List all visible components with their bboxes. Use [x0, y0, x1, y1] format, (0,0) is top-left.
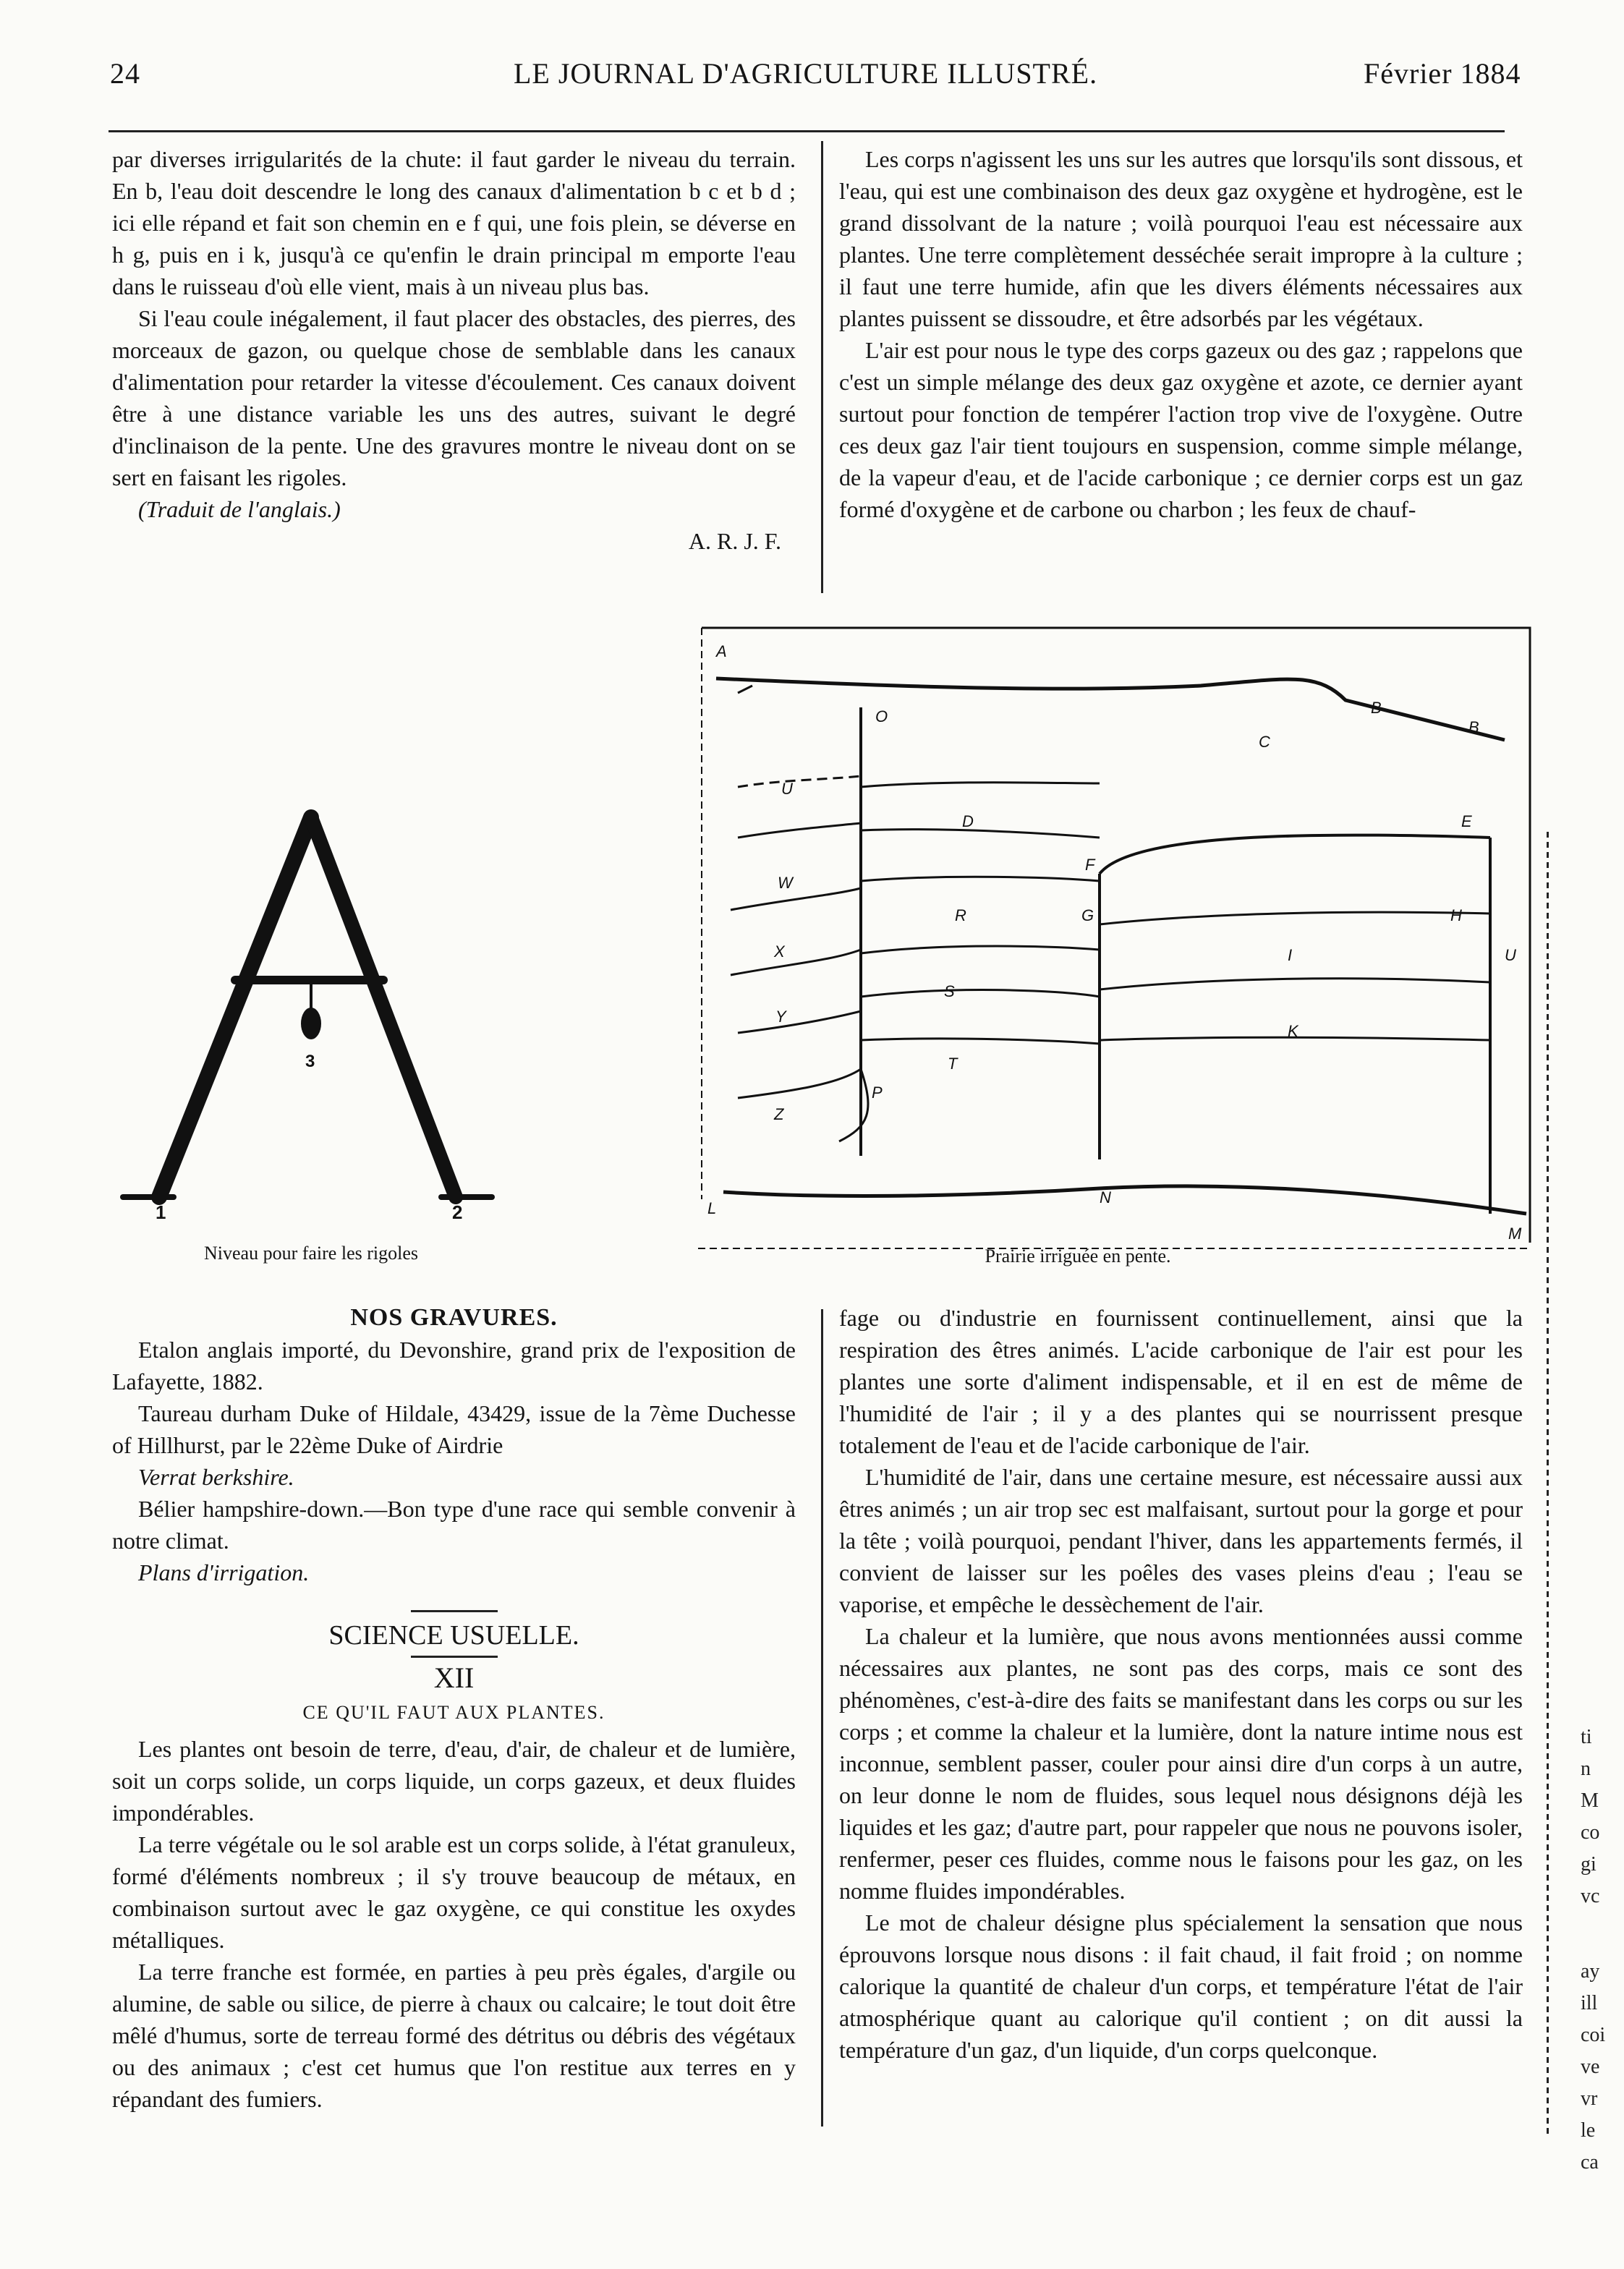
section-number: XII [433, 1661, 475, 1694]
prairie-label: W [778, 874, 793, 892]
level-caption: Niveau pour faire les rigoles [203, 1243, 418, 1264]
prairie-label: N [1100, 1188, 1111, 1206]
nos-gravures-heading: NOS GRAVURES. [350, 1304, 558, 1331]
level-label-1: 1 [156, 1201, 166, 1223]
prairie-figure [694, 621, 1534, 1250]
page-number: 24 [110, 57, 140, 90]
prairie-label: P [872, 1084, 883, 1102]
science-heading: SCIENCE USUELLE. [328, 1620, 579, 1651]
prairie-label: Y [775, 1008, 786, 1026]
paragraph: Le mot de chaleur désigne plus spécialement la sensation que nous éprouvons lorsque nous disons : il fait chaud, il fait froid ; on nomme calorique la quantité de chaleur d'un corps, et température l'état de l'air atmosphérique quant au calorique qu'il contient ; on dit aussi la température d'un gaz, d'un liquide, d'un corps quelconque. [839, 1910, 1523, 2063]
right-top-column [839, 143, 1523, 525]
prairie-label: S [944, 982, 955, 1000]
prairie-label: A [716, 642, 727, 660]
level-label-2: 2 [452, 1201, 463, 1223]
page-edge [1547, 832, 1549, 2134]
prairie-label: T [948, 1055, 958, 1073]
prairie-label: U [1505, 946, 1516, 964]
gravure-item: Verrat berkshire. [138, 1464, 294, 1490]
paragraph: L'humidité de l'air, dans une certaine mesure, est nécessaire aussi aux êtres animés ; un air trop sec est malfaisant, surtout pour la gorge et pour la tête ; voilà pourquoi, pendant l'hiver, dans les appartements fermés, il convient de laisser sur les poêles des vases pleins d'eau ; l'eau se vaporise, et empêche le dessèchement de l'air. [839, 1464, 1523, 1617]
paragraph: La chaleur et la lumière, que nous avons mentionnées aussi comme nécessaires aux plantes, ne sont pas des corps, mais ce sont des phénomènes, c'est-à-dire des faits se manifestant dans les corps ou sur les corps ; et comme la chaleur et la lumière, dont la nature intime nous est inconnue, semblent passer, couler pour ainsi dire d'un corps à un autre, on leur donne le nom de fluides, sous lequel nous désignons déjà les liquides et les gaz; d'autre part, pour rappeler que nous ne pouvons isoler, renfermer, peser ces fluides, comme nous le faisons pour les gaz, on les nomme fluides impondérables. [839, 1623, 1523, 1904]
journal-title: LE JOURNAL D'AGRICULTURE ILLUSTRÉ. [514, 57, 1098, 90]
level-figure [109, 796, 514, 1244]
prairie-label: B [1468, 718, 1479, 736]
paragraph: L'air est pour nous le type des corps gazeux ou des gaz ; rappelons que c'est un simple mélange des deux gaz oxygène et azote, ce dernier ayant surtout pour fonction de tempérer l'action trop vive de l'oxygène. Outre ces deux gaz l'air tient toujours en suspension, comme simple mélange, de la vapeur d'eau, et de l'acide carbonique ; ce dernier corps est un gaz formé d'oxygène et de carbone ou charbon ; les feux de chauf- [839, 337, 1523, 522]
left-top-column [112, 143, 796, 557]
prairie-label: L [707, 1199, 717, 1217]
column-divider-bottom [821, 1309, 823, 2127]
prairie-label: R [955, 906, 966, 924]
separator-rule [411, 1656, 498, 1658]
prairie-label: D [962, 812, 974, 830]
level-label-3: 3 [305, 1052, 315, 1071]
translation-note: (Traduit de l'anglais.) [138, 496, 341, 522]
prairie-label: Z [774, 1105, 784, 1123]
paragraph: Les plantes ont besoin de terre, d'eau, d'air, de chaleur et de lumière, soit un corps solide, un corps liquide, un corps gazeux, et deux fluides impondérables. [112, 1736, 796, 1826]
right-bottom-column [839, 1302, 1523, 2066]
prairie-label: X [774, 942, 785, 961]
prairie-label: F [1085, 856, 1095, 874]
prairie-caption: Prairie irriguée en pente. [985, 1246, 1171, 1267]
gravure-item: Taureau durham Duke of Hildale, 43429, issue de la 7ème Duchesse of Hillhurst, par le 22ème Duke of Airdrie [112, 1400, 796, 1458]
prairie-label: K [1288, 1022, 1298, 1040]
margin-fragment: ti n M co gi vc ay ill coi ve vr le ca [1581, 1726, 1606, 2174]
paragraph: par diverses irrigularités de la chute: il faut garder le niveau du terrain. En b, l'eau doit descendre le long des canaux d'alimentation b c et b d ; ici elle répand et fait son chemin en e f qui, une fois plein, se déverse en h g, puis en i k, jusqu'à ce qu'enfin le drain principal m emporte l'eau dans le ruisseau d'où elle vient, mais à un niveau plus bas. [112, 146, 796, 299]
prairie-label: E [1461, 812, 1472, 830]
column-divider-top [821, 141, 823, 593]
paragraph: Si l'eau coule inégalement, il faut placer des obstacles, des pierres, des morceaux de gazon, ou quelque chose de semblable dans les canaux d'alimentation pour retarder la vitesse d'écoulement. Ces canaux doivent être à une distance variable les uns des autres, suivant le degré d'inclinaison de la pente. Une des gravures montre le niveau dont on se sert en faisant les rigoles. [112, 305, 796, 490]
prairie-label: C [1259, 733, 1270, 751]
paragraph: La terre végétale ou le sol arable est un corps solide, à l'état granuleux, formé d'éléments nombreux ; il s'y trouve beaucoup de métaux, en combinaison surtout avec le gaz oxygène, ce qui constitue les oxydes métalliques. [112, 1831, 796, 1953]
header-rule [109, 130, 1505, 132]
prairie-label: O [875, 707, 888, 725]
gravure-item: Bélier hampshire-down.—Bon type d'une race qui semble convenir à notre climat. [112, 1496, 796, 1554]
prairie-label: M [1508, 1225, 1522, 1243]
prairie-label: I [1288, 946, 1293, 964]
science-subheading: CE QU'IL FAUT AUX PLANTES. [302, 1702, 605, 1723]
prairie-label: U [781, 780, 793, 798]
paragraph: Les corps n'agissent les uns sur les autres que lorsqu'ils sont dissous, et l'eau, qui est une combinaison des deux gaz oxygène et hydrogène, est le grand dissolvant de la nature ; voilà pourquoi l'eau est nécessaire aux plantes. Une terre complètement desséchée serait impropre à la culture ; il faut une terre humide, afin que les divers éléments nécessaires aux plantes puissent se dissoudre, et être adsorbés par les végétaux. [839, 146, 1523, 331]
paragraph: La terre franche est formée, en parties à peu près égales, d'argile ou alumine, de sable ou silice, de pierre à chaux ou calcaire; le tout doit être mêlé d'humus, sorte de terreau formé des détritus ou débris des végétaux ou des animaux ; c'est cet humus que l'on restitue aux terres en y répandant des fumiers. [112, 1959, 796, 2112]
prairie-label: B [1371, 699, 1382, 717]
separator-rule [411, 1610, 498, 1612]
gravure-item: Etalon anglais importé, du Devonshire, grand prix de l'exposition de Lafayette, 1882. [112, 1337, 796, 1395]
gravure-item: Plans d'irrigation. [138, 1559, 310, 1585]
prairie-label: G [1081, 906, 1094, 924]
issue-date: Février 1884 [1364, 57, 1521, 90]
signature: A. R. J. F. [688, 528, 781, 554]
paragraph: fage ou d'industrie en fournissent continuellement, ainsi que la respiration des êtres animés. L'acide carbonique de l'air est pour les plantes une sorte d'aliment indispensable, et il en est de même de l'humidité de l'air ; il y a des plantes qui se nourrissent presque totalement de l'eau et de l'acide carbonique de l'air. [839, 1305, 1523, 1458]
prairie-label: H [1450, 906, 1462, 924]
left-bottom-column [112, 1302, 796, 2115]
